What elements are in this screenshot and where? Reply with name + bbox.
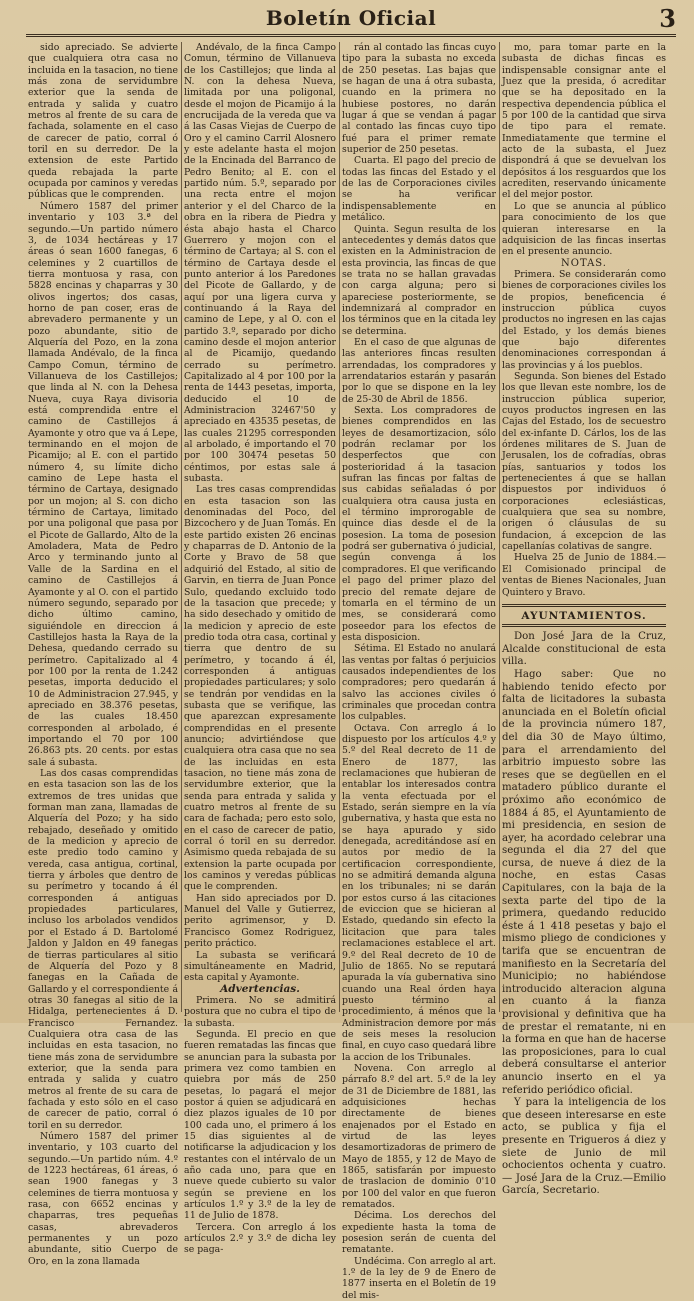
paragraph: Novena. Con arreglo al párrafo 8.º del art. 5.º de la ley de 31 de Diciembre de 1881, las adquisiciones hechas directamente de bienes enajenados por el Estado en virtud de las leyes desamortizadoras de primero de Mayo de 1855, y 12 de Mayo de 1865, satisfarán por impuesto de traslacion de dominio 0'10 por 100 del valor en que fueron rematados. [342, 1062, 496, 1211]
paragraph: Andévalo, de la finca Campo Comun, término de Villanueva de los Castillejos; que linda al N. con la dehesa Nueva, limitada por una poligonal, desde el mojon de Picamijo á la encrucijada de la vereda que va á las Casas Viejas de Cuerpo de Oro y el camino Carril Alosnero y este adelante hasta el mojon de la Encinada del Barranco de Pedro Benito; al E. con el partido núm. 5.º, separado por una recta entre el mojon anterior y el del Charco de la obra en la ribera de Piedra y ésta abajo hasta el Charco Guerrero y mojon con el término de Cartaya; al S. con el término de Cartaya desde el punto anterior á los Paredones del Picote de Gallardo, y de aquí por una ligera curva y continuando á la Raya del camino de Lepe, y al O. con el partido 3.º, separado por dicho camino desde el mojon anterior al de Picamijo, quedando cerrado su perímetro. Capitalizado al 4 por 100 por la renta de 1443 pesetas, importa, deducido el 10 de Administracion 32467'50 y apreciado en 43535 pesetas, de las cuales 21295 corresponden al arbolado, é importando el 70 por 100 30474 pesetas 50 céntimos, por estas sale á subasta. [184, 42, 336, 485]
page-header [26, 4, 676, 34]
header-rule [26, 34, 676, 37]
paragraph: Sétima. El Estado no anulará las ventas por faltas ó perjuicios causados independientes de los compradores; pero quedarán á salvo las acciones civiles ó criminales que procedan contra los culpables. [342, 643, 496, 723]
paragraph: Undécima. Con arreglo al art. 1.º de la ley de 9 de Enero de 1877 inserta en el Boletín de 19 del mis- [342, 1255, 496, 1301]
column-1 [28, 42, 178, 1267]
paragraph: Las dos casas comprendidas en esta tasacion son las de los extremos de tres unidas que forman man zana, llamadas de Alquería del Pozo; y ha sido rebajado, deseñado y omitido de la medicion y aprecio de este predio todo camino y vereda, casa antigua, cortinal, tierra y árboles que dentro de su perímetro y tocando á él corresponden á antiguas propiedades particulares, incluso los arbolados vendidos por el Estado á D. Bartolomé Jaldon y Jaldon en 49 fanegas de tierras particulares al sitio de Alquería del Pozo y 8 fanegas en la Cañada de Gallardo y el correspondiente á otras 30 fanegas al sitio de la Hidalga, pertenecientes á D. Francisco Fernandez. Cualquiera otra casa de las incluidas en esta tasacion, no tiene más zona de servidumbre exterior, que la senda para entrada y salida y cuatro metros al frente de su cara de fachada y esto sólo en el caso de carecer de patio, corral ó toril en su derredor. [28, 768, 178, 1131]
paragraph: La subasta se verificará simultáneamente en Madrid, esta capital y Ayamonte. [184, 949, 336, 984]
paragraph: Número 1587 del primer inventario, y 103 cuarto del segundo.—Un partido núm. 4.º de 1223 hectáreas, 61 áreas, ó sean 1900 fanegas y 3 celemines de tierra montuosa y rasa, con 6652 encinas y chaparras, tres pequeñas casas, abrevaderos permanentes y un pozo abundante, sitio Cuerpo de Oro, en la zona llamada [28, 1131, 178, 1267]
paragraph: mo, para tomar parte en la subasta de dichas fincas es indispensable consignar ante el Juez que la presida, ó acreditar que se ha depositado en la respectiva dependencia pública el 5 por 100 de la cantidad que sirva de tipo para el remate. Inmediatamente que termine el acto de la subasta, el Juez dispondrá á que se devuelvan los depósitos á los resguardos que los acrediten, reservando únicamente el del mejor postor. [502, 42, 666, 201]
paragraph: Número 1587 del primer inventario y 103 3.ª del segundo.—Un partido número 3, de 1034 hectáreas y 17 áreas ó sean 1600 fanegas, 6 celemines y 2 cuartillos de tierra montuosa y rasa, con 5828 encinas y chaparras y 30 olivos ingertos; dos casas, horno de pan coser, eras de abrevadero permanente y un pozo abundante, sitio de Alquería del Pozo, en la zona llamada Andévalo, de la finca Campo Comun, término de Villanueva de los Castillejos; que linda al N. con la Dehesa Nueva, cuya Raya divisoria está comprendida entre el camino de Castillejos á Ayamonte y otro que va á Lepe, terminando en el mojon de Picamijo; al E. con el partido número 4, su límite dicho camino de Lepe hasta el término de Cartaya, designado por un mojon; al S. con dicho término de Cartaya, limitado por una poligonal que pasa por el Picote de Gallardo, Alto de la Amoladera, Mata de Pedro Arco y terminando junto al Valle de la Sardina en el camino de Castillejos á Ayamonte y al O. con el partido número segundo, separado por dicho último camino, siguiéndole en direccion á Castillejos hasta la Raya de la Dehesa, quedando cerrado su perímetro. Capitalizado al 4 por 100 por la renta de 1.242 pesetas, importa deducido el 10 de Administracion 27.945, y apreciado en 38.376 pesetas, de las cuales 18.450 corresponden al arbolado, é importando el 70 por 100 26.863 pts. 20 cents. por estas sale á subasta. [28, 200, 178, 768]
notes-heading: NOTAS. [561, 257, 607, 269]
column-2 [184, 42, 336, 1256]
paragraph: Don José Jara de la Cruz, Alcalde constitucional de esta villa. [502, 631, 666, 668]
paragraph: Segunda. Son bienes del Estado los que llevan este nombre, los de instruccion pública superior, cuyos productos ingresen en las Cajas del Estado, los de secuestro del ex-infante D. Cárlos, los de las órdenes militares de S. Juan de Jerusalen, los de cofradías, obras pías, santuarios y todos los pertenecientes á que se hallan dispuestos por individuos ó corporaciones eclesiásticas, cualquiera que sea su nombre, origen ó cláusulas de su fundacion, á excepcion de las capellanías colativas de sangre. [502, 370, 666, 553]
paragraph: Han sido apreciados por D. Manuel del Valle y Gutierrez, perito agrimensor, y D. Francisco Gomez Rodriguez, perito práctico. [184, 892, 336, 950]
paragraph: Segunda. El precio en que fueren rematadas las fincas que se anuncian para la subasta por primera vez como tambien en quiebra por más de 250 pesetas, lo pagará el mejor postor á quien se adjudicará en diez plazos iguales de 10 por 100 cada uno, el primero á los 15 dias siguientes al de notificarse la adjudicacion y los restantes con el intérvalo de un año cada uno, para que en nueve quede cubierto su valor según se previene en los artículos 1.º y 3.º de la ley de 11 de Julio de 1878. [184, 1028, 336, 1222]
paragraph: Primera. Se considerarán como bienes de corporaciones civiles los de propios, beneficencia é instruccion pública cuyos productos no ingresen en las cajas del Estado, y los demás bienes que bajo diferentes denominaciones correspondan á las provincias y á los pueblos. [502, 268, 666, 371]
paragraph: Quinta. Segun resulta de los antecedentes y demás datos que existen en la Administracion de esta provincia, las fincas de que se trata no se hallan gravadas con carga alguna; pero si apareciese posteriormente, se indemnizará al comprador en los términos que en la citada ley se determina. [342, 223, 496, 337]
column-4 [502, 42, 666, 1197]
paragraph: En el caso de que algunas de las anteriores fincas resulten arrendadas, los compradores y arrendatarios estarán y pasarán por lo que se dispone en la ley de 25-30 de Abril de 1856. [342, 336, 496, 405]
paragraph: Octava. Con arreglo á lo dispuesto por los artículos 4.º y 5.º del Real decreto de 11 de Enero de 1877, las reclamaciones que hubieran de entablar los interesados contra la venta efectuada por el Estado, serán siempre en la vía gubernativa, y hasta que esta no se haya apurado y sido denegada, acreditándose así en autos por medio de la certificacion correspondiente, no se admitirá demanda alguna en los tribunales; ni se darán por estos curso á las citaciones de eviccion que se hicieran al Estado, quedando sin efecto la licitacion que para tales reclamaciones establece el art. 9.º del Real decreto de 10 de Julio de 1865. No se reputará apurada la vía gubernativa sino cuando una Real órden haya puesto término al procedimiento, á ménos que la Administracion demore por más de seis meses la resolucion final, en cuyo caso quedará libre la accion de los Tribunales. [342, 722, 497, 1063]
section-rule [502, 604, 666, 607]
section-heading-advertencias: Advertencias. [220, 982, 300, 995]
paragraph: rán al contado las fincas cuyo tipo para la subasta no exceda de 250 pesetas. Las bajas que se hagan de una á otra subasta, cuando en la primera no hubiese postores, no darán lugar á que se vendan á pagar al contado las fincas cuyo tipo fué para el primer remate superior de 250 pesetas. [342, 42, 496, 156]
paragraph: Tercera. Con arreglo á los artículos 2.º y 3.º de dicha ley se paga- [184, 1221, 336, 1256]
column-divider [181, 42, 182, 1012]
section-rule [502, 624, 666, 627]
newspaper-title: Boletín Oficial [265, 6, 437, 30]
paragraph: Hago saber: Que no habiendo tenido efecto por falta de licitadores la subasta anunciada en el Boletín oficial de la provincia número 187, del dia 30 de Mayo último, para el arrendamiento del arbitrio impuesto sobre las reses que se degüellen en el matadero público durante el próximo año económico de 1884 á 85, el Ayuntamiento de mi presidencia, en sesion de ayer, ha acordado celebrar una segunda el dia 27 del que cursa, de nueve á diez de la noche, en estas Casas Capitulares, con la baja de la sexta parte del tipo de la primera, quedando reducido éste á 1 418 pesetas y bajo el mismo pliego de condiciones y tarifa que se encuentran de manifiesto en la Secretaría del Municipio; no habiéndose introducido alteracion alguna en cuanto á la fianza provisional y definitiva que ha de prestar el rematante, ni en la forma en que han de hacerse las proposiciones, para lo cual deberá consultarse el anterior anuncio inserto en el ya referido periódico oficial. [502, 668, 666, 1096]
column-3 [342, 42, 497, 1301]
paragraph: Y para la inteligencia de los que deseen interesarse en este acto, se publica y fija el presente en Trigueros á diez y siete de Junio de mil ochocientos ochenta y cuatro.— José Jara de la Cruz.—Emilio García, Secretario. [502, 1097, 666, 1197]
paragraph: Las tres casas comprendidas en esta tasacion son las denominadas del Poco, del Bizcochero y de Juan Tomás. En este partido existen 26 encinas y chaparras de D. Antonio de la Corte y Bravo de 58 que adquirió del Estado, al sitio de Garvin, en tierra de Juan Ponce Sulo, quedando excluido todo de la tasacion que precede; y ha sido desechado y omitido de la medicion y aprecio de este predio toda otra casa, cortinal y tierra que dentro de su perímetro, y tocando á él, corresponden á antiguas propiedades particulares; y solo se tendrán por vendidas en la subasta que se verifique, las que aparezcan expresamente comprendidas en el presente anuncio; advirtiéndose que cualquiera otra casa que no sea de las incluidas en esta tasacion, no tiene más zona de servidumbre exterior, que la senda para entrada y salida y cuatro metros al frente de su cara de fachada; pero esto solo, en el caso de carecer de patio, corral ó toril en su derredor. Asimismo queda rebajada de su extension la parte ocupada por los caminos y veredas públicas que le comprenden. [184, 484, 336, 893]
paragraph: Huelva 25 de Junio de 1884.—El Comisionado principal de ventas de Bienes Nacionales, Juan Quintero y Bravo. [502, 552, 666, 598]
paragraph: Sexta. Los compradores de bienes comprendidos en las leyes de desamortizacion, sólo podrán reclamar por los desperfectos que con posterioridad á la tasacion sufran las fincas por faltas de sus cabidas señaladas ó por cualquiera otra causa justa en el término improrogable de quince dias desde el de la posesion. La toma de posesion podrá ser gubernativa ó judicial, según convenga á los compradores. El que verificando el pago del primer plazo del precio del remate dejare de tomarla en el término de un mes, se considerará como poseedor para los efectos de esta disposicion. [342, 405, 496, 643]
paragraph: Décima. Los derechos del expediente hasta la toma de posesion serán de cuenta del rematante. [342, 1210, 496, 1256]
section-heading-ayuntamientos: AYUNTAMIENTOS. [521, 609, 647, 622]
page-number: 3 [659, 4, 676, 33]
paragraph: Cuarta. El pago del precio de todas las fincas del Estado y el de las de Corporaciones civiles se ha verificar indispensablemente en metálico. [342, 155, 496, 224]
paragraph: Primera. No se admitirá postura que no cubra el tipo de la subasta. [184, 994, 336, 1029]
paragraph: sido apreciado. Se advierte que cualquiera otra casa no incluida en la tasacion, no tiene más zona de servidumbre exterior que la senda de entrada y salida y cuatro metros al frente de su cara de fachada, solamente en el caso de carecer de patio, corral ó toril en su derredor. De la extension de este Partido queda rebajada la parte ocupada por caminos y veredas públicas que le comprenden. [28, 42, 178, 201]
column-divider [499, 42, 500, 1012]
paragraph: Lo que se anuncia al público para conocimiento de los que quieran interesarse en la adquisicion de las fincas insertas en el presente anuncio. [502, 200, 666, 258]
column-divider [339, 42, 340, 1012]
